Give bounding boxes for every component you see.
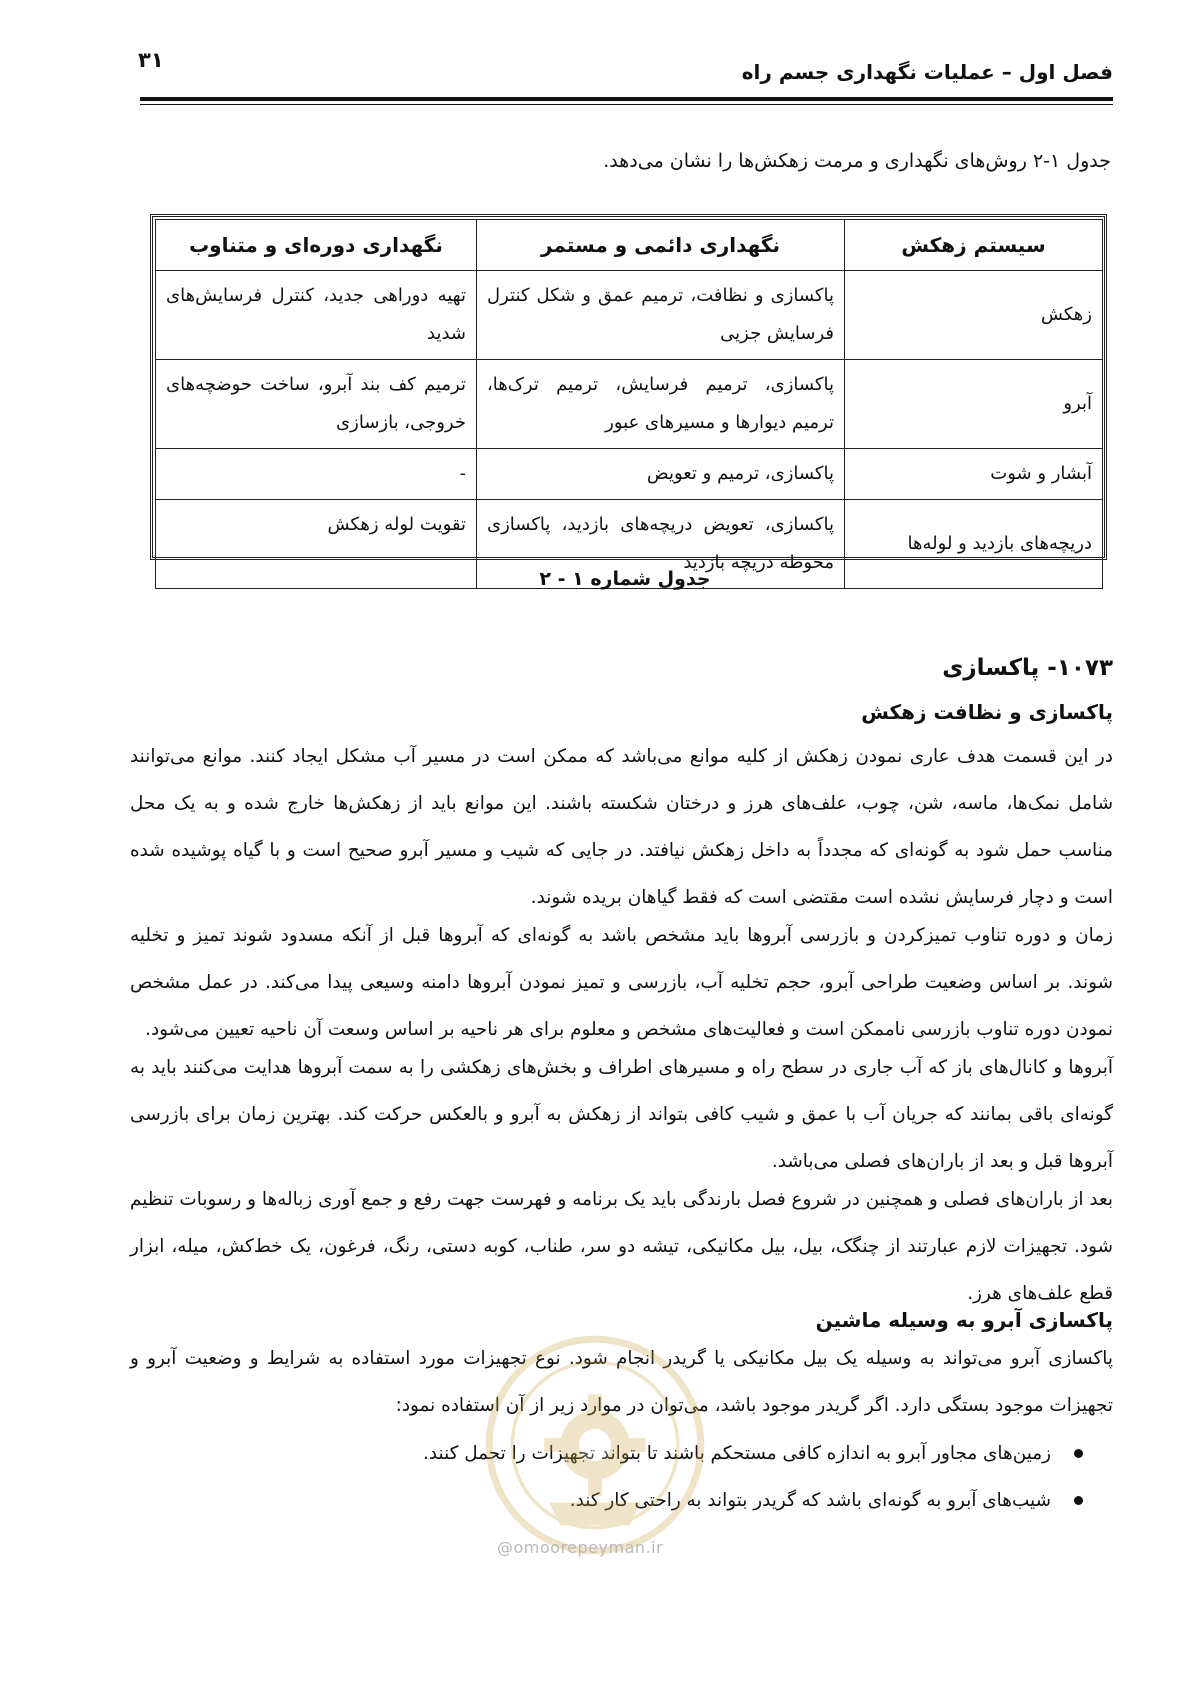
cell-permanent: پاکسازی، تعویض دریچه‌های بازدید، پاکسازی محوطه دریچه بازدید (477, 500, 845, 589)
subsection-title: پاکسازی و نظافت زهکش (861, 700, 1113, 724)
header-rule (140, 97, 1113, 101)
cell-system: دریچه‌های بازدید و لوله‌ها (845, 500, 1103, 589)
body-paragraph-machine: پاکسازی آبرو می‌تواند به وسیله یک بیل مکانیکی یا گریدر انجام شود. نوع تجهیزات مورد استفاده به شرایط و وضعیت آبرو و تجهیزات موجود بستگی دارد. اگر گریدر موجود باشد، می‌توان در موارد زیر از آن استفاده نمود: (130, 1348, 1113, 1416)
cell-periodic: ترمیم کف بند آبرو، ساخت حوضچه‌های خروجی، بازسازی (156, 360, 477, 449)
cell-periodic: - (156, 449, 477, 500)
cell-system: آبرو (845, 360, 1103, 449)
body-paragraph: آبروها و کانال‌های باز که آب جاری در سطح راه و مسیرهای اطراف و بخش‌های زهکشی را به سمت آبروها هدایت می‌کنند باید به گونه‌ای باقی بمانند که جریان آب با عمق و شیب کافی بتواند از زهکش به آبرو و بالعکس حرکت کند. بهترین زمان برای بازرسی آبروها قبل و بعد از باران‌های فصلی می‌باشد. (130, 1057, 1113, 1172)
body-paragraph: زمان و دوره تناوب تمیزکردن و بازرسی آبروها باید مشخص باشد به گونه‌ای که آبروها قبل از آنکه مسدود شوند تمیز و تخلیه شوند. بر اساس وضعیت طراحی آبرو، حجم تخلیه آب، بازرسی و تمیز نمودن آبروها دامنه وسیعی پیدا می‌کند. در عمل مشخص نمودن دوره تناوب بازرسی ناممکن است و فعالیت‌های مشخص و معلوم برای هر ناحیه بر اساس وسعت آن ناحیه تعیین می‌شود. (130, 925, 1113, 1040)
body-paragraph: در این قسمت هدف عاری نمودن زهکش از کلیه موانع می‌باشد که ممکن است در مسیر آب مشکل ایجاد کنند. موانع می‌توانند شامل نمک‌ها، ماسه، شن، چوب، علف‌های هرز و درختان شکسته باشند. این موانع باید از زهکش‌ها خارج شده و به یک محل مناسب حمل شود به گونه‌ای که مجدداً به داخل زهکش نیافتد. در جایی که شیب و مسیر آبرو صحیح است و با گیاه پوشیده شده است و دچار فرسایش نشده است مقتضی است که فقط گیاهان بریده شوند. (130, 746, 1113, 908)
cell-system: زهکش (845, 271, 1103, 360)
table-row (156, 449, 1103, 500)
maintenance-table (155, 219, 1103, 589)
header-system: سیستم زهکش (845, 220, 1103, 271)
cell-permanent: پاکسازی و نظافت، ترمیم عمق و شکل کنترل فرسایش جزیی (477, 271, 845, 360)
cell-periodic: تهیه دوراهی جدید، کنترل فرسایش‌های شدید (156, 271, 477, 360)
watermark-text: @omoorepeyman.ir (497, 1538, 664, 1557)
cell-permanent: پاکسازی، ترمیم و تعویض (477, 449, 845, 500)
table-intro: جدول ۱-۲ روش‌های نگهداری و مرمت زهکش‌ها را نشان می‌دهد. (603, 150, 1111, 172)
body-paragraph: بعد از باران‌های فصلی و همچنین در شروع فصل بارندگی باید یک برنامه و فهرست جهت رفع و جمع آوری زباله‌ها و رسوبات تنظیم شود. تجهیزات لازم عبارتند از چنگک، بیل، بیل مکانیکی، تیشه دو سر، طناب، کوبه دستی، رنگ، فرغون، یک خط‌کش، میله، ابزار قطع علف‌های هرز. (130, 1189, 1113, 1304)
running-head: فصل اول – عملیات نگهداری جسم راه (741, 60, 1113, 84)
page-number: ۳۱ (138, 48, 164, 72)
list-item-text: زمین‌های مجاور آبرو به اندازه کافی مستحکم باشند تا بتواند تجهیزات را تحمل کنند. (423, 1443, 1051, 1464)
watermark-seal-icon (480, 1330, 710, 1560)
header-permanent: نگهداری دائمی و مستمر (477, 220, 845, 271)
cell-periodic: تقویت لوله زهکش (156, 500, 477, 589)
list-item-text: شیب‌های آبرو به گونه‌ای باشد که گریدر بتواند به راحتی کار کند. (569, 1490, 1051, 1511)
cell-system: آبشار و شوت (845, 449, 1103, 500)
header-rule-thin (140, 104, 1113, 105)
table-row (156, 360, 1103, 449)
table-caption: جدول شماره ۱ - ۲ (539, 568, 711, 590)
cell-permanent: پاکسازی، ترمیم فرسایش، ترمیم ترک‌ها، ترمیم دیوارها و مسیرهای عبور (477, 360, 845, 449)
header-periodic: نگهداری دوره‌ای و متناوب (156, 220, 477, 271)
table-header-row (156, 220, 1103, 271)
section-title: ۱۰۷۳- پاکسازی (942, 655, 1113, 681)
bullet-icon (1074, 1496, 1083, 1505)
table-row (156, 271, 1103, 360)
bullet-icon (1074, 1449, 1083, 1458)
subsection-title-machine: پاکسازی آبرو به وسیله ماشین (815, 1308, 1113, 1332)
